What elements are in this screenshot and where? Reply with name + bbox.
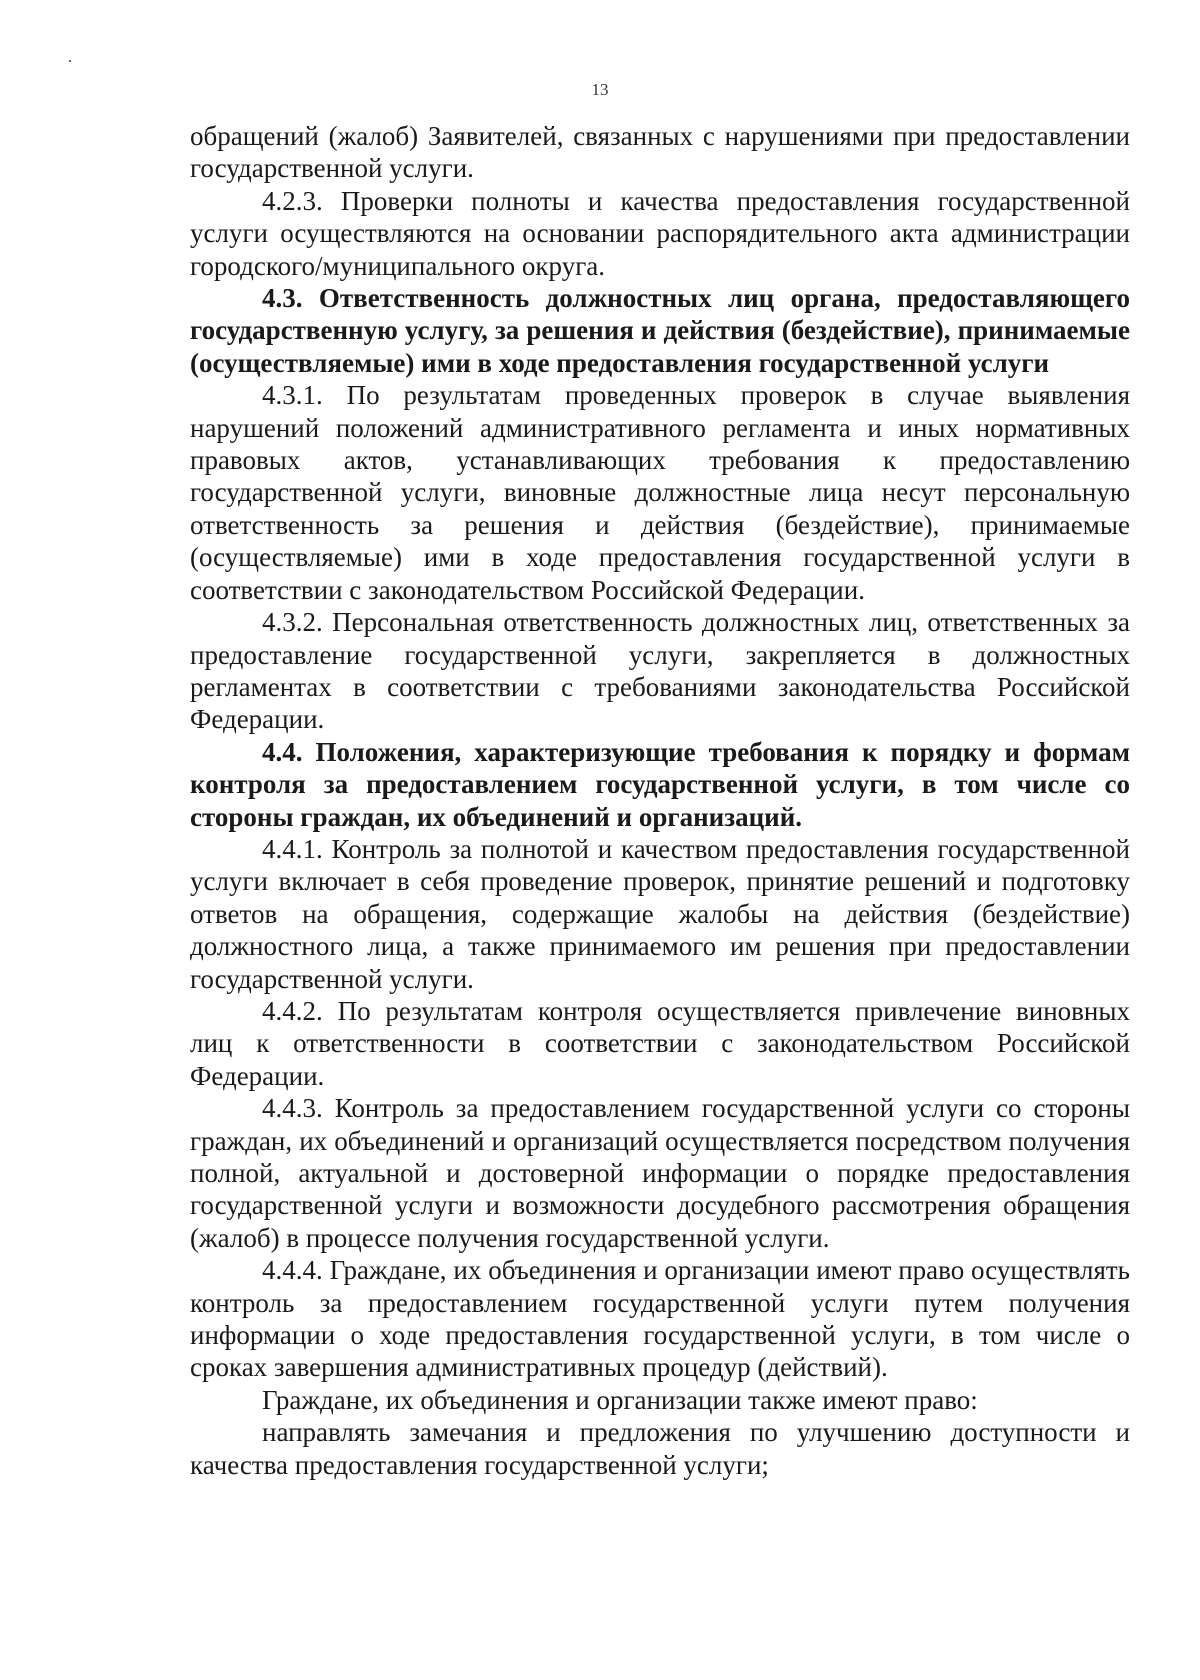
scan-speck — [69, 60, 71, 62]
paragraph-4-4-1: 4.4.1. Контроль за полнотой и качеством предоставления государственной услуги включает в себя проведение проверок, принятие решений и подготовку ответов на обращения, содержащие жалобы на действия (бездействие) должностного лица, а также принимаемого им решения при предоставлении государственной услуги. — [190, 833, 1130, 994]
document-body — [190, 120, 1130, 1481]
paragraph-4-3-1: 4.3.1. По результатам проведенных проверок в случае выявления нарушений положений административного регламента и иных нормативных правовых актов, устанавливающих требования к предоставлению государственной услуги, виновные должностные лица несут персональную ответственность за решения и действия (бездействие), принимаемые (осуществляемые) ими в ходе предоставления государственной услуги в соответствии с законодательством Российской Федерации. — [190, 380, 1130, 605]
section-heading-4-3: 4.3. Ответственность должностных лиц органа, предоставляющего государственную услугу, за решения и действия (бездействие), принимаемые (осуществляемые) ими в ходе предоставления государственной услуги — [190, 283, 1130, 378]
section-heading-4-4: 4.4. Положения, характеризующие требования к порядку и формам контроля за предоставлением государственной услуги, в том числе со стороны граждан, их объединений и организаций. — [190, 736, 1130, 832]
paragraph-continuation: обращений (жалоб) Заявителей, связанных с нарушениями при предоставлении государственной услуги. — [190, 121, 1130, 184]
paragraph-4-3-2: 4.3.2. Персональная ответственность должностных лиц, ответственных за предоставление государственной услуги, закрепляется в должностных регламентах в соответствии с требованиями законодательства Российской Федерации. — [190, 607, 1130, 735]
paragraph-4-4-2: 4.4.2. По результатам контроля осуществляется привлечение виновных лиц к ответственности в соответствии с законодательством Российской Федерации. — [190, 995, 1130, 1091]
paragraph-4-4-3: 4.4.3. Контроль за предоставлением государственной услуги со стороны граждан, их объединений и организаций осуществляется посредством получения полной, актуальной и достоверной информации о порядке предоставления государственной услуги и возможности досудебного рассмотрения обращения (жалоб) в процессе получения государственной услуги. — [190, 1093, 1130, 1253]
page-number: 13 — [591, 80, 609, 99]
paragraph-rights-item: направлять замечания и предложения по улучшению доступности и качества предоставления государственной услуги; — [190, 1417, 1130, 1480]
paragraph-rights-intro: Граждане, их объединения и организации также имеют право: — [262, 1384, 978, 1415]
paragraph-4-2-3: 4.2.3. Проверки полноты и качества предоставления государственной услуги осуществляются на основании распорядительного акта администрации городского/муниципального округа. — [190, 185, 1130, 281]
paragraph-4-4-4: 4.4.4. Граждане, их объединения и организации имеют право осуществлять контроль за предоставлением государственной услуги путем получения информации о ходе предоставления государственной услуги, в том числе о сроках завершения административных процедур (действий). — [190, 1255, 1130, 1383]
